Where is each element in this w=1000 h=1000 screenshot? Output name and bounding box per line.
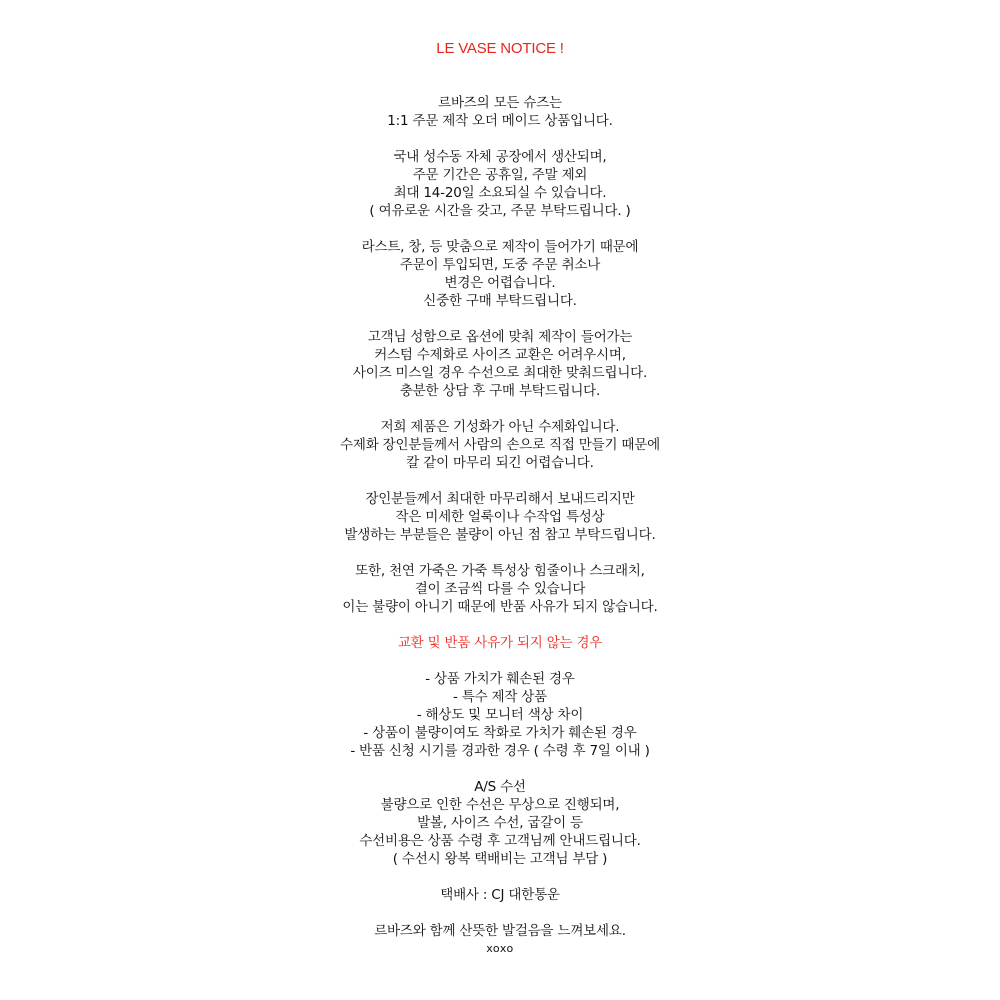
paragraph-natural-leather bbox=[0, 562, 1000, 616]
text-line: 르바즈의 모든 슈즈는 bbox=[438, 95, 562, 111]
text-line: 작은 미세한 얼룩이나 수작업 특성상 bbox=[395, 509, 605, 525]
spacer bbox=[0, 472, 1000, 490]
text-line: 수선비용은 상품 수령 후 고객님께 안내드립니다. bbox=[359, 833, 641, 849]
no-return-list bbox=[0, 670, 1000, 760]
signoff: xoxo bbox=[486, 942, 514, 955]
text-line: 불량으로 인한 수선은 무상으로 진행되며, bbox=[380, 797, 620, 813]
closing-message: 르바즈와 함께 산뜻한 발걸음을 느껴보세요. bbox=[374, 923, 626, 939]
text-line: 발볼, 사이즈 수선, 굽갈이 등 bbox=[417, 815, 583, 831]
spacer bbox=[0, 616, 1000, 634]
spacer bbox=[0, 544, 1000, 562]
as-heading: A/S 수선 bbox=[474, 779, 526, 795]
text-line: 칼 같이 마무리 되긴 어렵습니다. bbox=[406, 455, 594, 471]
text-line: 커스텀 수제화로 사이즈 교환은 어려우시며, bbox=[374, 347, 626, 363]
text-line: 또한, 천연 가죽은 가죽 특성상 힘줄이나 스크래치, bbox=[355, 563, 645, 579]
spacer bbox=[0, 760, 1000, 778]
notice-title: LE VASE NOTICE ! bbox=[436, 40, 564, 57]
text-line: 주문이 투입되면, 도중 주문 취소나 bbox=[399, 257, 601, 273]
paragraph-order-made bbox=[0, 94, 1000, 130]
spacer bbox=[0, 868, 1000, 886]
spacer bbox=[0, 652, 1000, 670]
text-line: 주문 기간은 공휴일, 주말 제외 bbox=[412, 167, 588, 183]
text-line: 수제화 장인분들께서 사람의 손으로 직접 만들기 때문에 bbox=[340, 437, 660, 453]
text-line: 결이 조금씩 다를 수 있습니다 bbox=[414, 581, 586, 597]
list-item: - 반품 신청 시기를 경과한 경우 ( 수령 후 7일 이내 ) bbox=[350, 743, 650, 759]
as-section bbox=[0, 778, 1000, 868]
text-line: 사이즈 미스일 경우 수선으로 최대한 맞춰드립니다. bbox=[352, 365, 648, 381]
list-item: - 상품이 불량이여도 착화로 가치가 훼손된 경우 bbox=[363, 725, 637, 741]
text-line: 저희 제품은 기성화가 아닌 수제화입니다. bbox=[380, 419, 620, 435]
text-line: 고객님 성함으로 옵션에 맞춰 제작이 들어가는 bbox=[367, 329, 633, 345]
text-line: ( 여유로운 시간을 갖고, 주문 부탁드립니다. ) bbox=[369, 203, 631, 219]
paragraph-finishing bbox=[0, 490, 1000, 544]
text-line: 장인분들께서 최대한 마무리해서 보내드리지만 bbox=[365, 491, 635, 507]
text-line: 충분한 상담 후 구매 부탁드립니다. bbox=[399, 383, 601, 399]
list-item: - 해상도 및 모니터 색상 차이 bbox=[416, 707, 584, 723]
courier-info: 택배사 : CJ 대한통운 bbox=[440, 887, 560, 903]
list-item: - 특수 제작 상품 bbox=[453, 689, 547, 705]
spacer bbox=[0, 130, 1000, 148]
text-line: 국내 성수동 자체 공장에서 생산되며, bbox=[393, 149, 607, 165]
paragraph-cancellation bbox=[0, 238, 1000, 310]
paragraph-size-exchange bbox=[0, 328, 1000, 400]
text-line: 1:1 주문 제작 오더 메이드 상품입니다. bbox=[387, 113, 613, 129]
text-line: ( 수선시 왕복 택배비는 고객님 부담 ) bbox=[392, 851, 608, 867]
text-line: 발생하는 부분들은 불량이 아닌 점 참고 부탁드립니다. bbox=[344, 527, 656, 543]
text-line: 신중한 구매 부탁드립니다. bbox=[423, 293, 577, 309]
spacer bbox=[0, 400, 1000, 418]
text-line: 이는 불량이 아니기 때문에 반품 사유가 되지 않습니다. bbox=[342, 599, 658, 615]
paragraph-handmade bbox=[0, 418, 1000, 472]
spacer bbox=[0, 310, 1000, 328]
notice-document bbox=[0, 40, 1000, 958]
no-return-heading: 교환 및 반품 사유가 되지 않는 경우 bbox=[397, 635, 603, 651]
spacer bbox=[0, 904, 1000, 922]
spacer bbox=[0, 220, 1000, 238]
text-line: 라스트, 창, 등 맞춤으로 제작이 들어가기 때문에 bbox=[361, 239, 639, 255]
text-line: 변경은 어렵습니다. bbox=[444, 275, 556, 291]
paragraph-production-period bbox=[0, 148, 1000, 220]
list-item: - 상품 가치가 훼손된 경우 bbox=[425, 671, 575, 687]
text-line: 최대 14-20일 소요되실 수 있습니다. bbox=[393, 185, 607, 201]
